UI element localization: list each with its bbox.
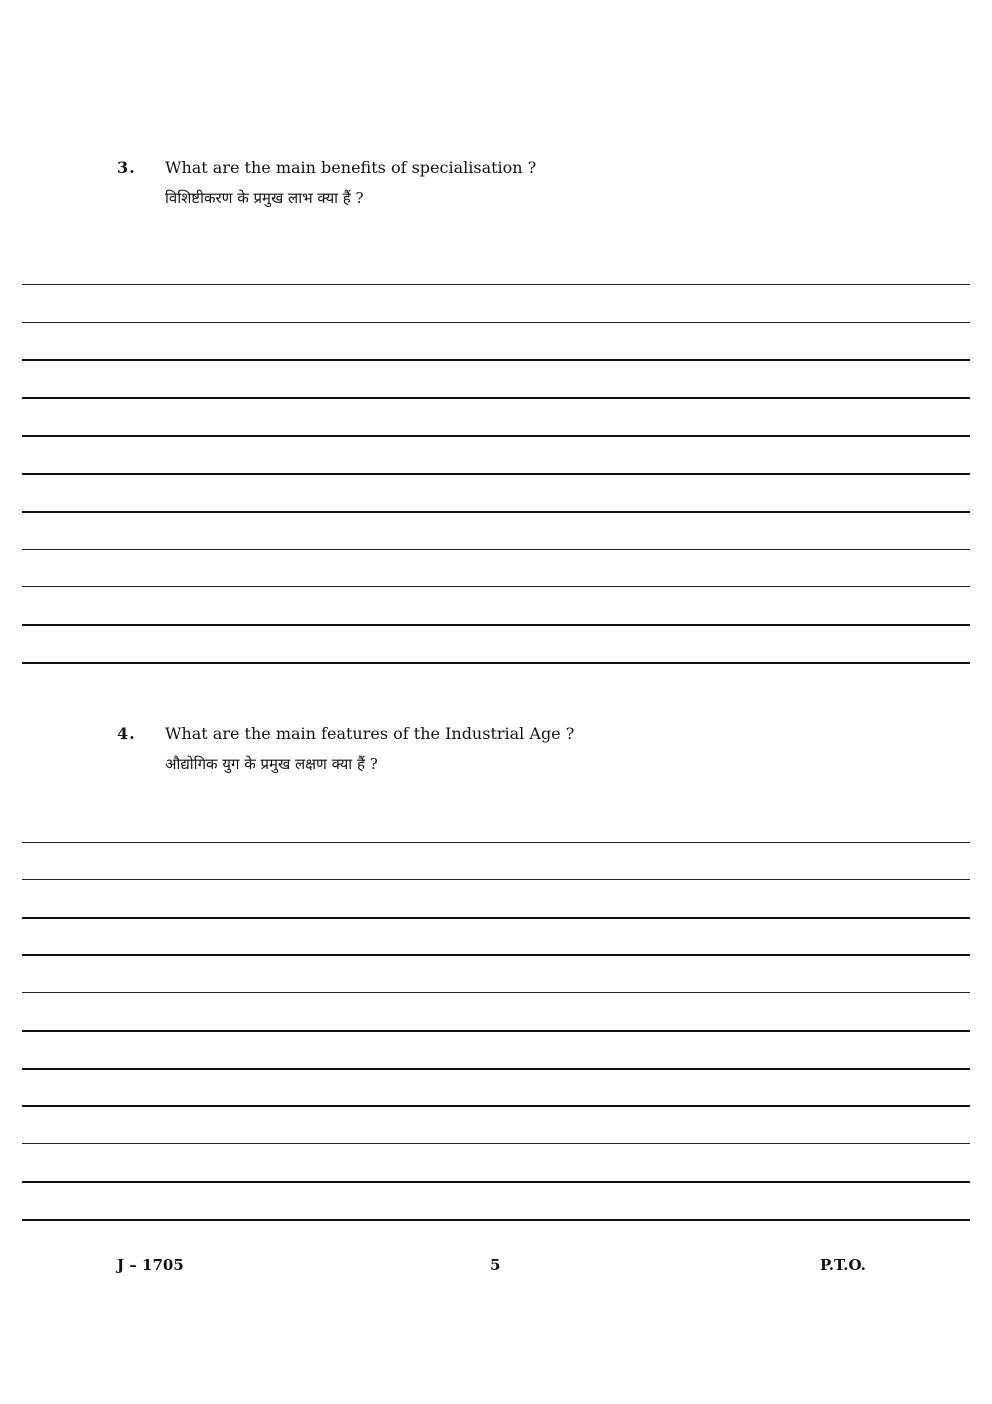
question-text-english: What are the main benefits of specialisation ? — [165, 158, 537, 177]
answer-line — [22, 435, 970, 437]
question-number: 4. — [117, 724, 136, 743]
paper-code: J – 1705 — [117, 1256, 184, 1274]
question-number: 3. — [117, 158, 136, 177]
answer-line — [22, 1105, 970, 1107]
question-text-hindi: विशिष्टीकरण के प्रमुख लाभ क्या हैं ? — [165, 189, 364, 207]
answer-line — [22, 359, 970, 361]
answer-line — [22, 511, 970, 513]
answer-line — [22, 992, 970, 993]
answer-line — [22, 1181, 970, 1183]
please-turn-over: P.T.O. — [820, 1256, 866, 1274]
answer-line — [22, 1219, 970, 1221]
answer-line — [22, 1068, 970, 1070]
answer-line — [22, 917, 970, 919]
answer-line — [22, 284, 970, 285]
answer-line — [22, 322, 970, 323]
question-text-english: What are the main features of the Industrial Age ? — [165, 724, 575, 743]
answer-line — [22, 879, 970, 880]
answer-line — [22, 662, 970, 664]
answer-line — [22, 842, 970, 843]
answer-line — [22, 954, 970, 956]
answer-line — [22, 397, 970, 399]
answer-line — [22, 1143, 970, 1144]
answer-line — [22, 549, 970, 550]
answer-line — [22, 624, 970, 626]
page-number: 5 — [490, 1256, 501, 1274]
answer-line — [22, 473, 970, 475]
answer-line — [22, 586, 970, 587]
answer-line — [22, 1030, 970, 1032]
question-text-hindi: औद्योगिक युग के प्रमुख लक्षण क्या हैं ? — [165, 755, 378, 773]
